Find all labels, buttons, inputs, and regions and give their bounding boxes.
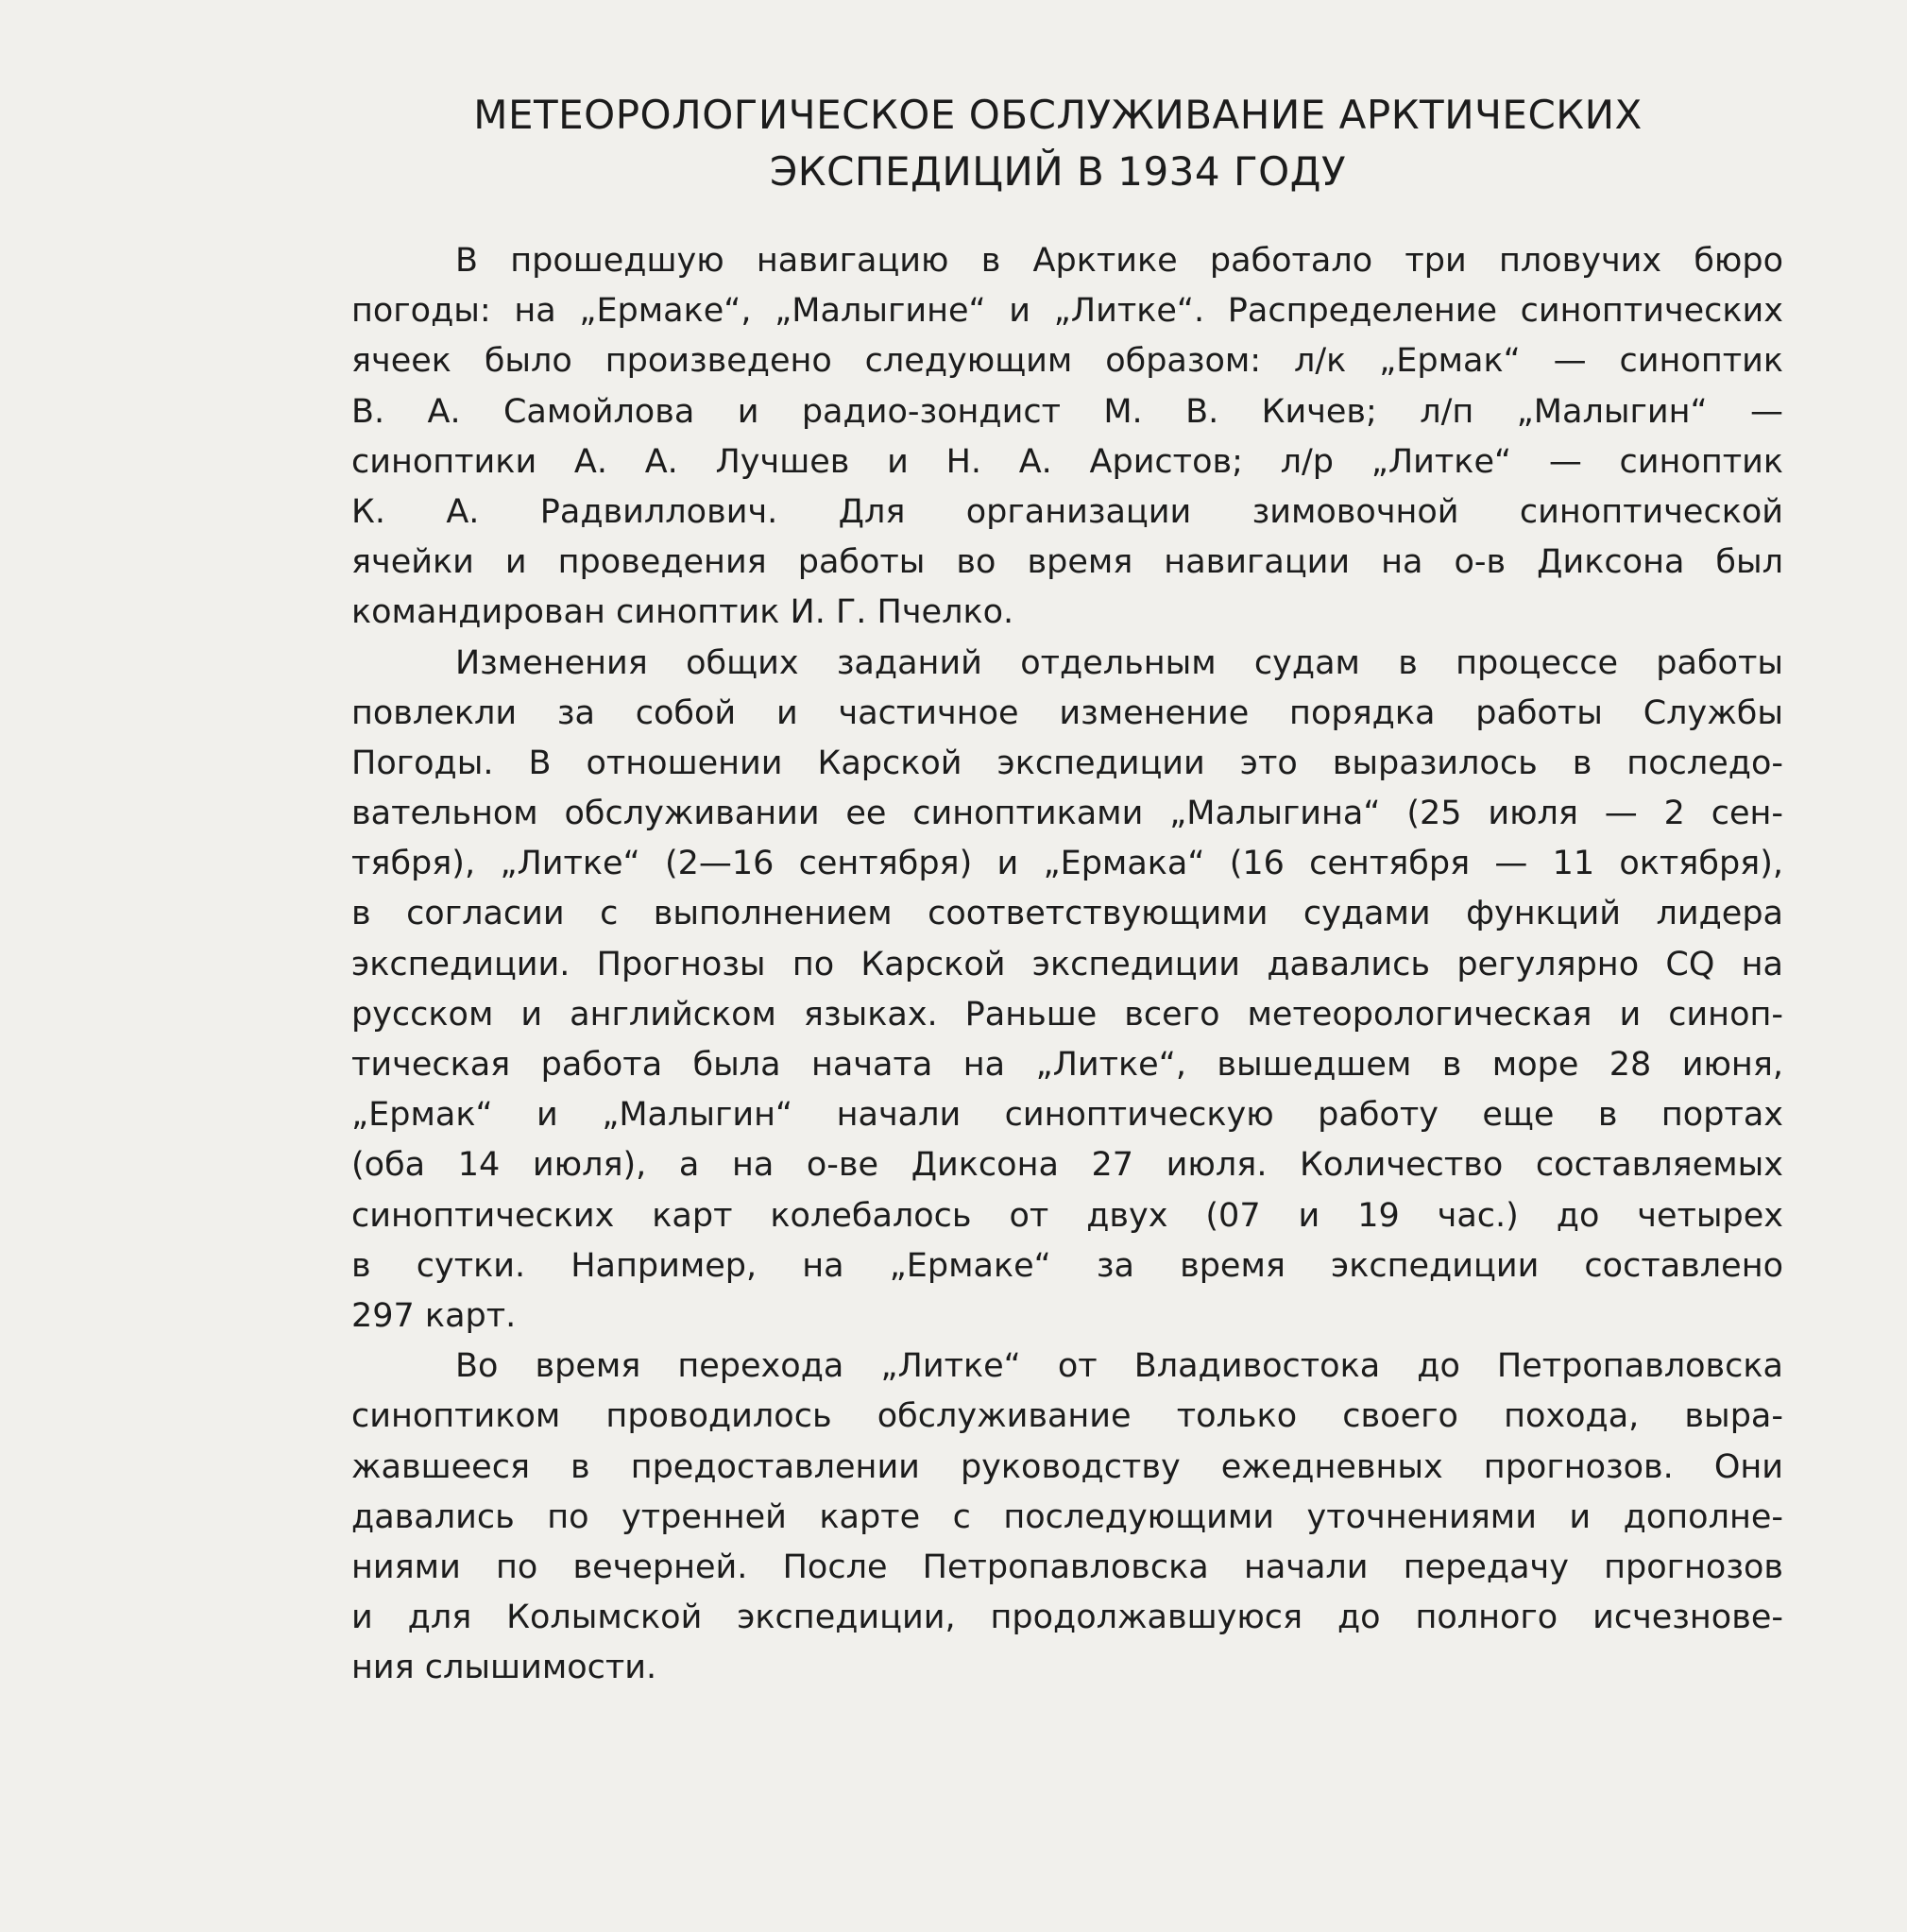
text-line: „Ермак“ и „Малыгин“ начали синоптическую работу еще в портах xyxy=(351,1096,1783,1135)
text-line: в сутки. Например, на „Ермаке“ за время экспедиции составлено xyxy=(351,1246,1783,1285)
text-line: В прошедшую навигацию в Арктике работало три пловучих бюро xyxy=(455,242,1783,280)
text-line: ниями по вечерней. После Петропавловска начали передачу прогнозов xyxy=(351,1547,1783,1586)
text-line: тября), „Литке“ (2—16 сентября) и „Ермака“ (16 сентября — 11 октября), xyxy=(351,845,1783,883)
text-line: Изменения общих заданий отдельным судам в процессе работы xyxy=(455,643,1783,682)
text-line: синоптиком проводилось обслуживание только своего похода, выра- xyxy=(351,1397,1783,1436)
text-line: экспедиции. Прогнозы по Карской экспедиции давались регулярно CQ на xyxy=(351,945,1783,983)
text-line: вательном обслуживании ее синоптиками „Малыгина“ (25 июля — 2 сен- xyxy=(351,795,1783,833)
text-line: Во время перехода „Литке“ от Владивостока до Петропавловска xyxy=(455,1347,1783,1386)
text-line: тическая работа была начата на „Литке“, вышедшем в море 28 июня, xyxy=(351,1046,1783,1084)
paragraph-2 xyxy=(351,639,1783,1342)
text-line: В. А. Самойлова и радио-зондист М. В. Кичев; л/п „Малыгин“ — xyxy=(351,392,1783,431)
text-line: в согласии с выполнением соответствующими судами функций лидера xyxy=(351,895,1783,933)
text-line: русском и английском языках. Раньше всего метеорологическая и синоп- xyxy=(351,995,1783,1034)
text-line: повлекли за собой и частичное изменение порядка работы Службы xyxy=(351,693,1783,732)
text-line: 297 карт. xyxy=(351,1296,517,1335)
text-line: синоптики А. А. Лучшев и Н. А. Аристов; л/р „Литке“ — синоптик xyxy=(351,442,1783,481)
document-title xyxy=(397,87,1719,200)
text-line: и для Колымской экспедиции, продолжавшуюся до полного исчезнове- xyxy=(351,1599,1783,1637)
text-line: погоды: на „Ермаке“, „Малыгине“ и „Литке“. Распределение синоптических xyxy=(351,292,1783,331)
text-line: ячейки и проведения работы во время навигации на о-в Диксона был xyxy=(351,543,1783,582)
text-line: командирован синоптик И. Г. Пчелко. xyxy=(351,593,1014,632)
title-line: ЭКСПЕДИЦИЙ В 1934 ГОДУ xyxy=(769,148,1347,195)
text-line: давались по утренней карте с последующими уточнениями и дополне- xyxy=(351,1497,1783,1536)
text-line: ния слышимости. xyxy=(351,1649,657,1687)
text-line: К. А. Радвиллович. Для организации зимовочной синоптической xyxy=(351,492,1783,531)
title-line: МЕТЕОРОЛОГИЧЕСКОЕ ОБСЛУЖИВАНИЕ АРКТИЧЕСКИХ xyxy=(473,92,1643,138)
text-line: Погоды. В отношении Карской экспедиции это выразилось в последо- xyxy=(351,744,1783,782)
text-line: (оба 14 июля), а на о-ве Диксона 27 июля. Количество составляемых xyxy=(351,1146,1783,1185)
document-body xyxy=(351,236,1783,1693)
text-line: синоптических карт колебалось от двух (07 и 19 час.) до четырех xyxy=(351,1196,1783,1235)
text-line: жавшееся в предоставлении руководству ежедневных прогнозов. Они xyxy=(351,1447,1783,1486)
paragraph-1 xyxy=(351,236,1783,639)
text-line: ячеек было произведено следующим образом: л/к „Ермак“ — синоптик xyxy=(351,342,1783,381)
paragraph-3 xyxy=(351,1342,1783,1693)
